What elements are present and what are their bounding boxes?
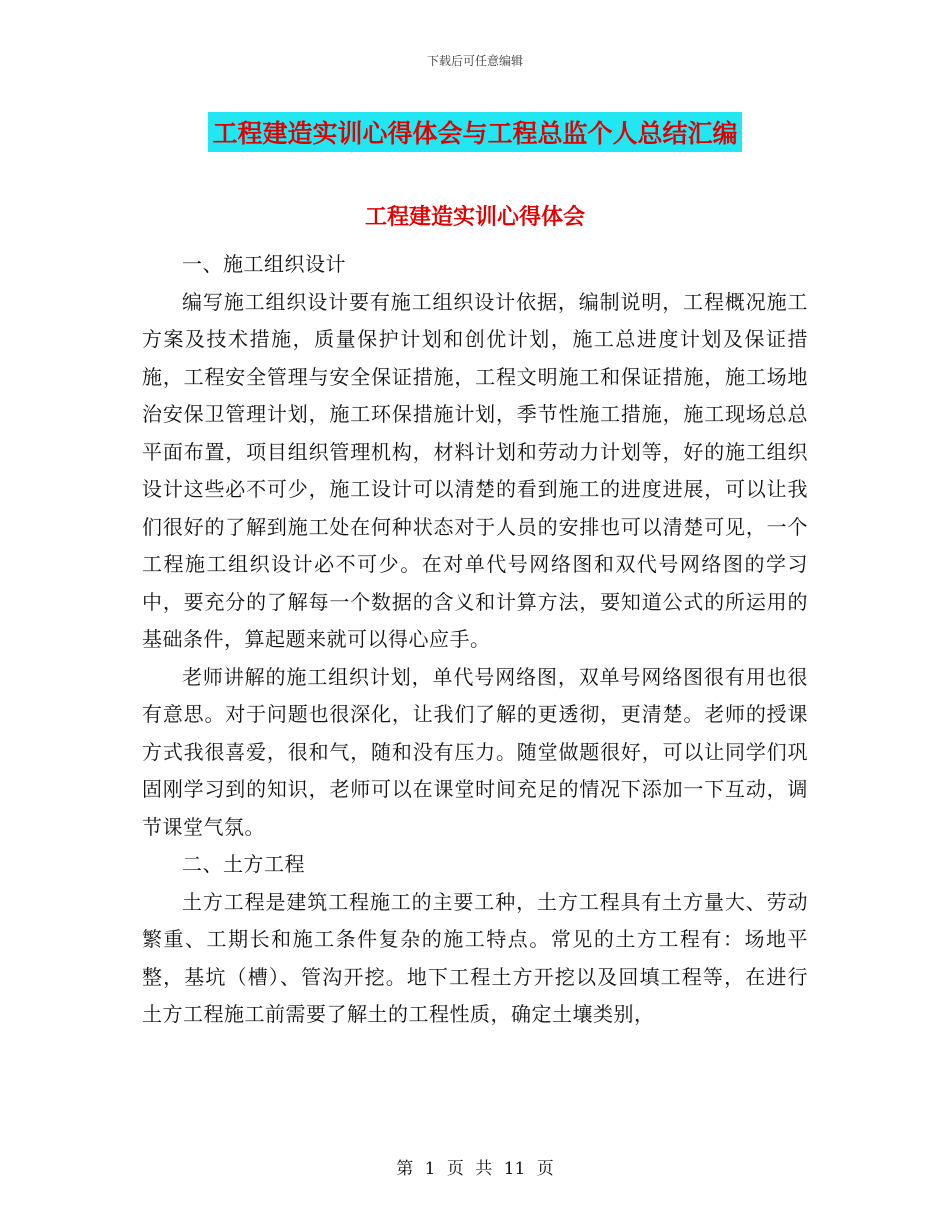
paragraph: 老师讲解的施工组织计划，单代号网络图，双单号网络图很有用也很有意思。对于问题也很深化，让我们了解的更透彻，更清楚。老师的授课方式我很喜爱，很和气，随和没有压力。随堂做题很好，可以让同学们巩固刚学习到的知识，老师可以在课堂时间充足的情况下添加一下互动，调节课堂气氛。 bbox=[142, 664, 808, 839]
document-title-block bbox=[0, 112, 950, 152]
page-number: 第 1 页 共 11 页 bbox=[396, 1159, 554, 1179]
paragraph: 土方工程是建筑工程施工的主要工种，土方工程具有土方量大、劳动繁重、工期长和施工条件复杂的施工特点。常见的土方工程有：场地平整，基坑（槽）、管沟开挖。地下工程土方开挖以及回填工程等，在进行土方工程施工前需要了解土的工程性质，确定土壤类别， bbox=[142, 889, 808, 1026]
document-title: 工程建造实训心得体会与工程总监个人总结汇编 bbox=[208, 112, 741, 152]
document-body bbox=[142, 246, 808, 1034]
heading-earthwork: 二、土方工程 bbox=[182, 852, 305, 876]
page-header-note: 下载后可任意编辑 bbox=[426, 54, 523, 68]
heading-construction-design: 一、施工组织设计 bbox=[182, 252, 346, 276]
paragraph: 编写施工组织设计要有施工组织设计依据，编制说明，工程概况施工方案及技术措施，质量保护计划和创优计划，施工总进度计划及保证措施，工程安全管理与安全保证措施，工程文明施工和保证措施，施工场地治安保卫管理计划，施工环保措施计划，季节性施工措施，施工现场总总平面布置，项目组织管理机构，材料计划和劳动力计划等，好的施工组织设计这些必不可少，施工设计可以清楚的看到施工的进度进展，可以让我们很好的了解到施工处在何种状态对于人员的安排也可以清楚可见，一个工程施工组织设计必不可少。在对单代号网络图和双代号网络图的学习中，要充分的了解每一个数据的含义和计算方法，要知道公式的所运用的基础条件，算起题来就可以得心应手。 bbox=[142, 289, 808, 651]
section-title: 工程建造实训心得体会 bbox=[364, 204, 585, 230]
